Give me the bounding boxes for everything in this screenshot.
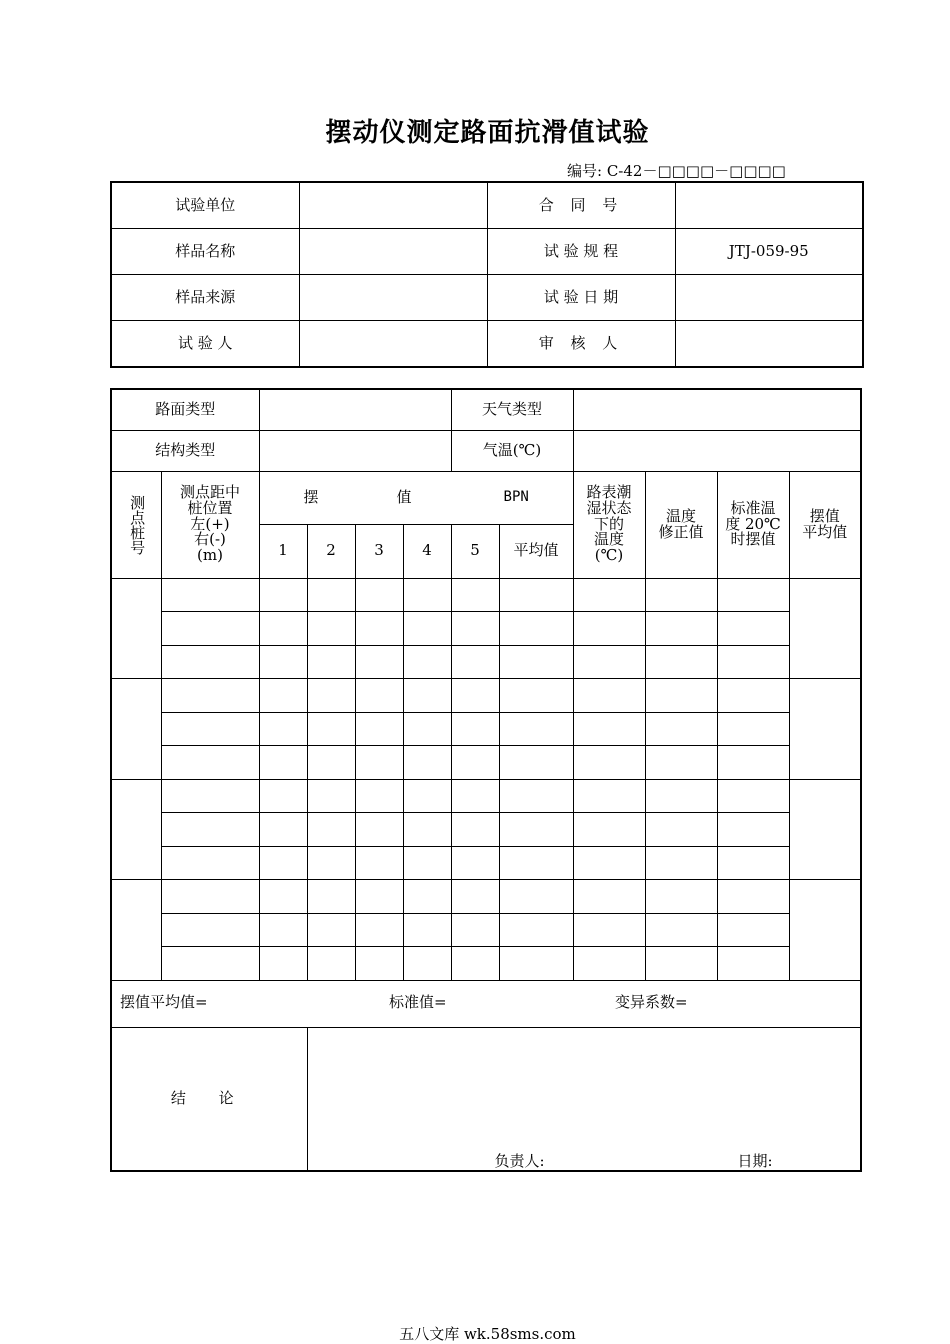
- data-cell[interactable]: [573, 679, 645, 713]
- data-cell[interactable]: [259, 578, 307, 612]
- data-cell[interactable]: [307, 578, 355, 612]
- data-cell[interactable]: [573, 712, 645, 746]
- data-cell[interactable]: [645, 846, 717, 880]
- data-cell[interactable]: [451, 746, 499, 780]
- contract-no-label: 合 同 号: [487, 182, 675, 229]
- table-row: [111, 880, 861, 914]
- weather-type-label: 天气类型: [451, 389, 573, 430]
- data-cell[interactable]: [161, 645, 259, 679]
- data-cell[interactable]: [307, 746, 355, 780]
- data-cell[interactable]: [403, 813, 451, 847]
- data-cell[interactable]: [499, 712, 573, 746]
- contract-no-field[interactable]: [675, 182, 863, 229]
- conclusion-field[interactable]: [307, 1027, 861, 1171]
- data-cell[interactable]: [717, 746, 789, 780]
- data-cell[interactable]: [499, 578, 573, 612]
- data-cell[interactable]: [451, 578, 499, 612]
- data-cell[interactable]: [355, 947, 403, 981]
- data-cell[interactable]: [259, 712, 307, 746]
- test-procedure-value: JTJ-059-95: [675, 229, 863, 275]
- data-cell[interactable]: [161, 947, 259, 981]
- data-cell[interactable]: [451, 880, 499, 914]
- air-temp-label: 气温(℃): [451, 430, 573, 471]
- air-temp-field[interactable]: [573, 430, 861, 471]
- weather-type-field[interactable]: [573, 389, 861, 430]
- data-cell[interactable]: [403, 846, 451, 880]
- data-cell[interactable]: [717, 913, 789, 947]
- table-row: [111, 813, 861, 847]
- data-cell[interactable]: [573, 645, 645, 679]
- data-cell[interactable]: [573, 947, 645, 981]
- data-cell[interactable]: [717, 679, 789, 713]
- data-cell[interactable]: [451, 779, 499, 813]
- bpn-header: 摆 值 BPN: [259, 471, 573, 524]
- standard-summary: 标准值=: [389, 992, 447, 1011]
- reading-2-header: 2: [307, 524, 355, 578]
- data-cell[interactable]: [259, 913, 307, 947]
- data-cell[interactable]: [355, 813, 403, 847]
- sample-source-label: 样品来源: [111, 275, 299, 321]
- data-cell[interactable]: [573, 779, 645, 813]
- data-cell[interactable]: [355, 578, 403, 612]
- data-cell[interactable]: [645, 645, 717, 679]
- page-title: 摆动仪测定路面抗滑值试验: [325, 118, 650, 148]
- reading-4-header: 4: [403, 524, 451, 578]
- data-cell[interactable]: [717, 880, 789, 914]
- data-cell[interactable]: [355, 913, 403, 947]
- pavement-type-label: 路面类型: [111, 389, 259, 430]
- data-cell[interactable]: [403, 947, 451, 981]
- data-cell[interactable]: [717, 712, 789, 746]
- test-unit-label: 试验单位: [111, 182, 299, 229]
- data-cell[interactable]: [451, 947, 499, 981]
- data-cell[interactable]: [717, 578, 789, 612]
- data-cell[interactable]: [259, 645, 307, 679]
- data-cell[interactable]: [307, 846, 355, 880]
- data-cell[interactable]: [259, 880, 307, 914]
- form-code: 编号: C-42－□□□□－□□□□: [567, 162, 786, 180]
- main-table: [110, 388, 862, 1172]
- station-cell[interactable]: [111, 880, 161, 981]
- data-cell[interactable]: [355, 612, 403, 646]
- test-procedure-label: 试 验 规 程: [487, 229, 675, 275]
- average-header: 平均值: [499, 524, 573, 578]
- data-cell[interactable]: [355, 645, 403, 679]
- reading-5-header: 5: [451, 524, 499, 578]
- data-cell[interactable]: [355, 746, 403, 780]
- data-cell[interactable]: [499, 913, 573, 947]
- data-cell[interactable]: [451, 913, 499, 947]
- data-cell[interactable]: [499, 779, 573, 813]
- data-cell[interactable]: [161, 746, 259, 780]
- data-cell[interactable]: [403, 612, 451, 646]
- data-cell[interactable]: [451, 612, 499, 646]
- test-date-label: 试 验 日 期: [487, 275, 675, 321]
- data-cell[interactable]: [451, 712, 499, 746]
- footer-watermark: 五八文库 wk.58sms.com: [399, 1325, 576, 1343]
- data-cell[interactable]: [403, 779, 451, 813]
- data-cell[interactable]: [499, 645, 573, 679]
- data-cell[interactable]: [307, 813, 355, 847]
- average-summary: 摆值平均值=: [120, 992, 208, 1011]
- data-cell[interactable]: [499, 846, 573, 880]
- data-cell[interactable]: [355, 880, 403, 914]
- data-cell[interactable]: [499, 679, 573, 713]
- data-cell[interactable]: [403, 913, 451, 947]
- station-header: 测点桩号: [111, 471, 161, 578]
- table-row: [111, 578, 861, 612]
- data-cell[interactable]: [717, 612, 789, 646]
- tester-field[interactable]: [299, 321, 487, 368]
- data-cell[interactable]: [451, 846, 499, 880]
- data-cell[interactable]: [451, 679, 499, 713]
- pendulum-average-cell[interactable]: [789, 578, 861, 679]
- data-cell[interactable]: [573, 612, 645, 646]
- data-cell[interactable]: [499, 813, 573, 847]
- structure-type-field[interactable]: [259, 430, 451, 471]
- data-cell[interactable]: [259, 947, 307, 981]
- data-cell[interactable]: [307, 947, 355, 981]
- pendulum-average-header: 摆值 平均值: [789, 471, 861, 578]
- data-cell[interactable]: [499, 880, 573, 914]
- data-cell[interactable]: [307, 712, 355, 746]
- data-cell[interactable]: [645, 880, 717, 914]
- test-date-field[interactable]: [675, 275, 863, 321]
- data-cell[interactable]: [573, 880, 645, 914]
- data-cell[interactable]: [161, 913, 259, 947]
- sample-name-field[interactable]: [299, 229, 487, 275]
- data-cell[interactable]: [307, 779, 355, 813]
- data-cell[interactable]: [645, 947, 717, 981]
- data-cell[interactable]: [259, 846, 307, 880]
- pendulum-average-cell[interactable]: [789, 679, 861, 780]
- data-cell[interactable]: [161, 612, 259, 646]
- data-cell[interactable]: [573, 913, 645, 947]
- data-cell[interactable]: [573, 746, 645, 780]
- table-row: [111, 846, 861, 880]
- data-cell[interactable]: [499, 612, 573, 646]
- data-cell[interactable]: [259, 612, 307, 646]
- data-cell[interactable]: [161, 578, 259, 612]
- station-cell[interactable]: [111, 679, 161, 780]
- data-cell[interactable]: [355, 779, 403, 813]
- data-cell[interactable]: [403, 645, 451, 679]
- data-cell[interactable]: [573, 578, 645, 612]
- temp-correction-header: 温度 修正值: [645, 471, 717, 578]
- data-cell[interactable]: [259, 679, 307, 713]
- data-cell[interactable]: [355, 846, 403, 880]
- data-cell[interactable]: [645, 712, 717, 746]
- data-cell[interactable]: [307, 645, 355, 679]
- data-cell[interactable]: [717, 779, 789, 813]
- variation-summary: 变异系数=: [615, 992, 688, 1011]
- table-row: [111, 947, 861, 981]
- data-cell[interactable]: [645, 779, 717, 813]
- table-row: [111, 645, 861, 679]
- data-cell[interactable]: [259, 746, 307, 780]
- test-unit-field[interactable]: [299, 182, 487, 229]
- data-cell[interactable]: [161, 779, 259, 813]
- pendulum-average-cell[interactable]: [789, 880, 861, 981]
- conclusion-label: 结 论: [111, 1027, 307, 1171]
- data-cell[interactable]: [307, 612, 355, 646]
- data-cell[interactable]: [161, 813, 259, 847]
- data-cell[interactable]: [573, 846, 645, 880]
- std-temp-value-header: 标准温 度 20℃ 时摆值: [717, 471, 789, 578]
- data-cell[interactable]: [451, 813, 499, 847]
- structure-type-label: 结构类型: [111, 430, 259, 471]
- data-cell[interactable]: [307, 679, 355, 713]
- sample-name-label: 样品名称: [111, 229, 299, 275]
- reviewer-field[interactable]: [675, 321, 863, 368]
- data-cell[interactable]: [161, 679, 259, 713]
- data-cell[interactable]: [259, 813, 307, 847]
- data-cell[interactable]: [307, 880, 355, 914]
- data-cell[interactable]: [355, 679, 403, 713]
- responsible-label: 负责人:: [494, 1151, 545, 1170]
- data-cell[interactable]: [717, 645, 789, 679]
- table-row: [111, 679, 861, 713]
- summary-row: [111, 980, 861, 1027]
- data-cell[interactable]: [259, 779, 307, 813]
- data-cell[interactable]: [717, 947, 789, 981]
- table-row: [111, 779, 861, 813]
- data-cell[interactable]: [645, 612, 717, 646]
- pavement-type-field[interactable]: [259, 389, 451, 430]
- reading-3-header: 3: [355, 524, 403, 578]
- table-row: [111, 913, 861, 947]
- data-cell[interactable]: [717, 846, 789, 880]
- data-cell[interactable]: [161, 712, 259, 746]
- data-cell[interactable]: [717, 813, 789, 847]
- tester-label: 试 验 人: [111, 321, 299, 368]
- table-row: [111, 612, 861, 646]
- data-cell[interactable]: [355, 712, 403, 746]
- data-cell[interactable]: [403, 712, 451, 746]
- station-cell[interactable]: [111, 578, 161, 679]
- pendulum-average-cell[interactable]: [789, 779, 861, 880]
- data-cell[interactable]: [499, 947, 573, 981]
- sample-source-field[interactable]: [299, 275, 487, 321]
- data-cell[interactable]: [645, 913, 717, 947]
- data-cell[interactable]: [307, 913, 355, 947]
- data-cell[interactable]: [499, 746, 573, 780]
- table-row: [111, 746, 861, 780]
- data-cell[interactable]: [403, 679, 451, 713]
- data-cell[interactable]: [451, 645, 499, 679]
- data-cell[interactable]: [161, 846, 259, 880]
- data-cell[interactable]: [403, 880, 451, 914]
- info-table: [110, 181, 864, 368]
- data-cell[interactable]: [645, 813, 717, 847]
- data-cell[interactable]: [645, 746, 717, 780]
- reviewer-label: 审 核 人: [487, 321, 675, 368]
- data-cell[interactable]: [573, 813, 645, 847]
- date-label: 日期:: [737, 1151, 773, 1170]
- data-cell[interactable]: [403, 746, 451, 780]
- reading-1-header: 1: [259, 524, 307, 578]
- data-cell[interactable]: [645, 578, 717, 612]
- surface-temp-header: 路表潮 湿状态 下的 温度 (℃): [573, 471, 645, 578]
- data-cell[interactable]: [403, 578, 451, 612]
- data-cell[interactable]: [645, 679, 717, 713]
- data-cell[interactable]: [161, 880, 259, 914]
- station-cell[interactable]: [111, 779, 161, 880]
- distance-header: 测点距中 桩位置 左(+) 右(-) (m): [161, 471, 259, 578]
- table-row: [111, 712, 861, 746]
